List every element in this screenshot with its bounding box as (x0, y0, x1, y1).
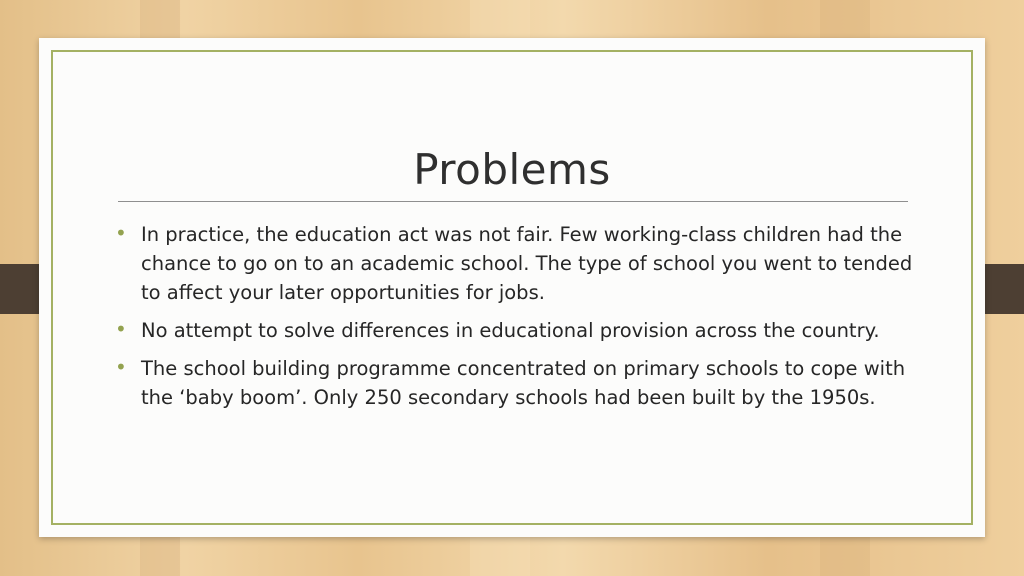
slide-title: Problems (413, 145, 611, 194)
title-divider (118, 201, 908, 202)
bullet-icon: • (115, 221, 127, 245)
bullet-item (115, 316, 915, 345)
slide-card (39, 38, 985, 537)
bullet-list (115, 220, 915, 421)
bullet-item (115, 354, 915, 412)
bullet-item (115, 220, 915, 307)
bullet-text: The school building programme concentrated on primary schools to cope with the ‘baby boom’. Only 250 secondary schools had been built by the 1950s. (141, 357, 906, 409)
bullet-icon: • (115, 355, 127, 379)
bullet-text: No attempt to solve differences in educational provision across the country. (141, 319, 880, 342)
bullet-text: In practice, the education act was not fair. Few working-class children had the chance to go on to an academic school. The type of school you went to tended to affect your later opportunities for jobs. (141, 223, 913, 304)
bullet-icon: • (115, 317, 127, 341)
